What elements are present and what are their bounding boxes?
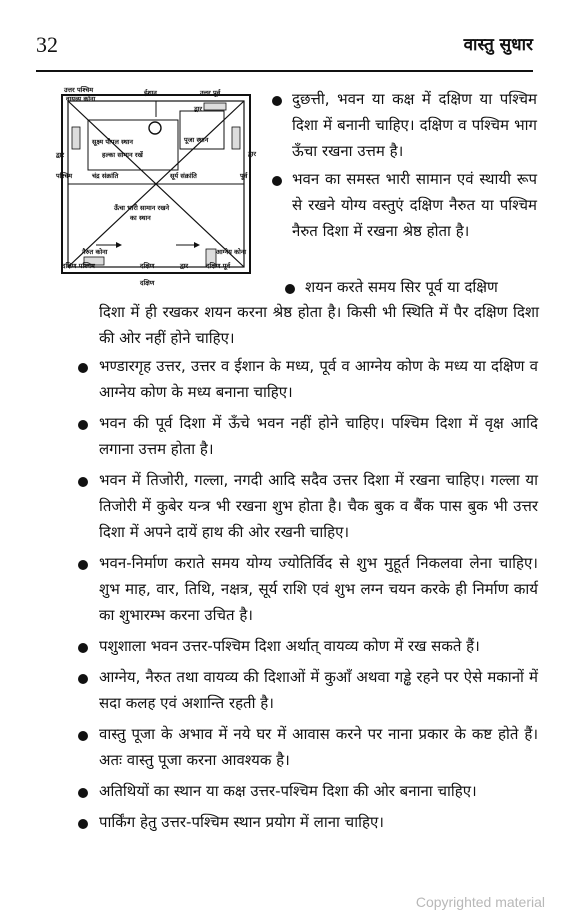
list-item (272, 166, 537, 244)
label-north: ईशान (144, 89, 157, 97)
list-item (272, 86, 537, 164)
label-door-left: द्वार (56, 151, 65, 159)
bullet-text: भवन-निर्माण कराते समय योग्य ज्योतिर्विद से शुभ मुहूर्त निकलवा लेना चाहिए। शुभ माह, वार, तिथि, नक्षत्र, सूर्य राशि एवं शुभ लग्न चयन करके ही निर्माण कार्य का शुभारम्भ करना उचित है। (99, 554, 538, 624)
label-south-inner: दक्षिण (140, 262, 155, 270)
label-door-top: द्वार (194, 105, 203, 113)
label-sun-rise: सूर्य संक्रांति (170, 172, 197, 180)
bullet-icon (272, 96, 282, 106)
bullet-text-first-line: शयन करते समय सिर पूर्व या दक्षिण (305, 278, 498, 296)
page-number: 32 (36, 32, 58, 57)
list-item (78, 664, 538, 716)
label-moon-rise: चंद्र संक्रांति (92, 172, 119, 180)
label-heavy-goods-1: ऊँचा भारी सामान रखने (114, 204, 170, 212)
list-item (78, 809, 538, 835)
bullet-text: भवन का समस्त भारी सामान एवं स्थायी रूप से रखने योग्य वस्तुएं दक्षिण नैरुत या पश्चिम नैरुत दिशा में रखना श्रेष्ठ होता है। (292, 170, 537, 240)
label-nw-direction: उत्तर पश्चिम (64, 86, 94, 94)
label-worship: पूजा स्थान (184, 136, 209, 144)
bullet-icon (78, 674, 88, 684)
label-light-goods: हल्का सामान रखें (102, 151, 143, 159)
list-item (78, 467, 538, 545)
label-nw-corner: वायव्य कोना (66, 95, 96, 103)
bullet-icon (272, 176, 282, 186)
label-nairitya-corner: नैरुत कोना (82, 248, 108, 256)
copyright-watermark: Copyrighted material (415, 894, 545, 910)
main-bullet-list (78, 353, 538, 840)
bullet-text: वास्तु पूजा के अभाव में नये घर में आवास करने पर नाना प्रकार के कष्ट होते हैं। अतः वास्तु पूजा करना आवश्यक है। (99, 725, 538, 769)
bullet-text: भण्डारगृह उत्तर, उत्तर व ईशान के मध्य, पूर्व व आग्नेय कोण के मध्य या दक्षिण व आग्नेय कोण के मध्य बनाना चाहिए। (99, 357, 538, 401)
list-item (78, 410, 538, 462)
label-well: सूक्ष्म पीपल स्थान (92, 138, 134, 146)
floor-plan-drawing (56, 87, 260, 289)
label-south-caption: दक्षिण (140, 279, 155, 287)
label-sw-direction: दक्षिण पश्चिम (62, 262, 95, 270)
vastu-floor-plan-diagram (56, 87, 260, 289)
bullet-icon (78, 560, 88, 570)
list-item (78, 721, 538, 773)
list-item (285, 274, 537, 300)
label-west: पश्चिम (56, 172, 73, 180)
label-door-bottom: द्वार (180, 262, 189, 270)
list-item (78, 550, 538, 628)
list-item (78, 633, 538, 659)
page-header (36, 28, 533, 72)
bullet-icon (285, 284, 295, 294)
list-item (78, 353, 538, 405)
bullet-text-continuation: दिशा में ही रखकर शयन करना श्रेष्ठ होता है। किसी भी स्थिति में पैर दक्षिण दिशा की ओर नहीं होने चाहिए। (99, 303, 539, 347)
bullet-text: दुछत्ती, भवन या कक्ष में दक्षिण या पश्चिम दिशा में बनानी चाहिए। दक्षिण व पश्चिम भाग ऊँचा रखना उत्तम है। (292, 90, 537, 160)
bullet-icon (78, 477, 88, 487)
list-item (78, 778, 538, 804)
bullet-icon (78, 819, 88, 829)
bullet-text: अतिथियों का स्थान या कक्ष उत्तर-पश्चिम दिशा की ओर बनाना चाहिए। (99, 782, 477, 800)
label-door-right: द्वार (248, 150, 257, 158)
label-se-direction: दक्षिण पूर्व (206, 262, 231, 270)
bullet-text: आग्नेय, नैरुत तथा वायव्य की दिशाओं में कुआँ अथवा गड्ढे रहने पर ऐसे मकानों में सदा कलह एवं अशान्ति रहती है। (99, 668, 538, 712)
label-east: पूर्व (240, 172, 248, 180)
bullet-icon (78, 420, 88, 430)
bullet-text: भवन की पूर्व दिशा में ऊँचे भवन नहीं होने चाहिए। पश्चिम दिशा में वृक्ष आदि लगाना उत्तम होता है। (99, 414, 538, 458)
bullet-icon (78, 788, 88, 798)
label-heavy-goods-2: का स्थान (130, 214, 151, 222)
bullet-text: भवन में तिजोरी, गल्ला, नगदी आदि सदैव उत्तर दिशा में रखना चाहिए। गल्ला या तिजोरी में कुबेर यन्त्र भी रखना शुभ होता है। चैक बुक व बैंक पास बुक भी उत्तर दिशा में अपने दायें हाथ की ओर रखनी चाहिए। (99, 471, 538, 541)
bullet-icon (78, 643, 88, 653)
top-bullet-list (272, 86, 537, 246)
running-title: वास्तु सुधार (463, 35, 533, 55)
bullet-icon (78, 731, 88, 741)
bullet-text: पशुशाला भवन उत्तर-पश्चिम दिशा अर्थात् वायव्य कोण में रख सकते हैं। (99, 637, 480, 655)
label-agneya-corner: आग्नेय कोना (216, 248, 247, 256)
label-ne-direction: उत्तर पूर्व (200, 89, 221, 97)
bullet-text: पार्किंग हेतु उत्तर-पश्चिम स्थान प्रयोग में लाना चाहिए। (99, 813, 384, 831)
bullet-icon (78, 363, 88, 373)
